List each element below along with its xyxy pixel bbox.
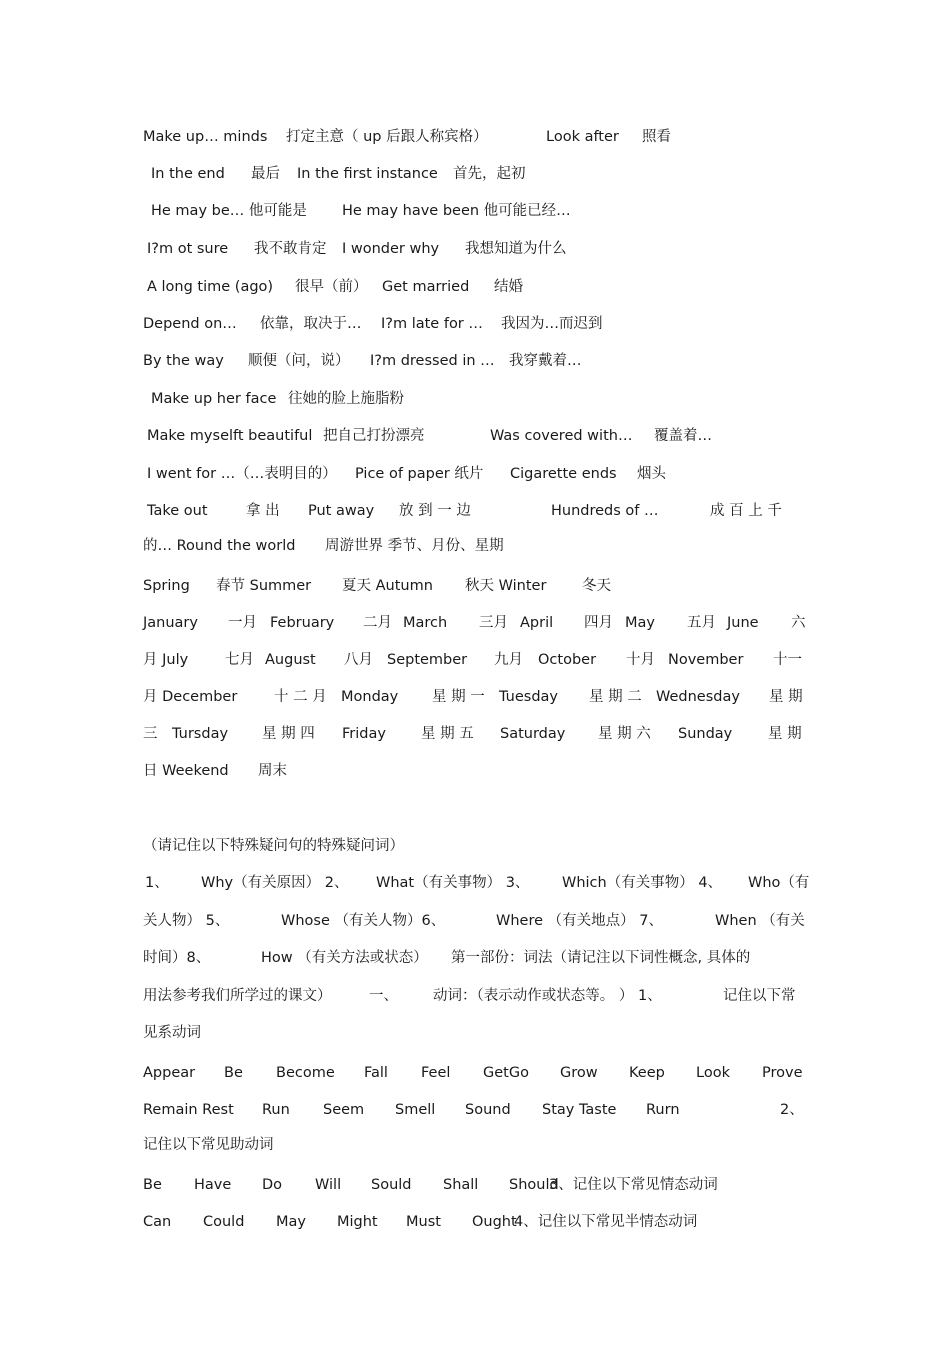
text-segment: Can <box>143 1214 172 1230</box>
text-segment: Sound <box>465 1102 511 1118</box>
text-segment: 2、 <box>780 1102 804 1118</box>
text-segment: Prove <box>762 1065 803 1081</box>
text-segment: 三 <box>143 726 158 742</box>
text-segment: 月 July <box>143 652 189 668</box>
text-segment: Become <box>276 1065 335 1081</box>
text-segment: He may have been 他可能已经… <box>342 203 571 219</box>
text-segment: Sunday <box>678 726 733 742</box>
text-segment: 见系动词 <box>143 1025 201 1041</box>
text-segment: What（有关事物） 3、 <box>376 875 530 891</box>
text-line <box>0 275 950 299</box>
text-segment: Feel <box>421 1065 451 1081</box>
text-segment: Remain Rest <box>143 1102 234 1118</box>
text-segment: He may be… 他可能是 <box>151 203 307 219</box>
text-line <box>0 946 950 970</box>
text-segment: In the end <box>151 166 225 182</box>
text-segment: In the first instance <box>297 166 438 182</box>
text-segment: 1、 <box>145 875 169 891</box>
text-line <box>0 312 950 336</box>
text-segment: Shall <box>443 1177 479 1193</box>
text-segment: Where （有关地点） 7、 <box>496 913 663 929</box>
text-segment: Put away <box>308 503 375 519</box>
text-segment: Will <box>315 1177 342 1193</box>
text-segment: Sould <box>371 1177 412 1193</box>
text-segment: Get married <box>382 279 470 295</box>
text-line <box>0 984 950 1008</box>
text-segment: 4、记住以下常见半情态动词 <box>514 1214 698 1230</box>
text-segment: April <box>520 615 554 631</box>
text-segment: 春节 Summer <box>216 578 312 594</box>
text-segment: 最后 <box>251 166 280 182</box>
text-line <box>0 1210 950 1234</box>
text-segment: Must <box>406 1214 441 1230</box>
text-segment: Pice of paper 纸片 <box>355 466 484 482</box>
text-segment: 星 期 四 <box>262 726 315 742</box>
text-segment: 秋天 Winter <box>465 578 547 594</box>
text-line <box>0 462 950 486</box>
text-segment: 打定主意（ up 后跟人称宾格） <box>286 129 488 145</box>
text-segment: 很早（前） <box>295 279 368 295</box>
text-segment: 星 期 二 <box>589 689 642 705</box>
text-segment: I?m late for … <box>381 316 483 332</box>
text-segment: 记住以下常见助动词 <box>143 1137 274 1153</box>
text-segment: 夏天 Autumn <box>342 578 433 594</box>
text-segment: Make up her face <box>151 391 277 407</box>
text-segment: 十 二 月 <box>274 689 327 705</box>
text-segment: 冬天 <box>582 578 611 594</box>
text-segment: I wonder why <box>342 241 440 257</box>
text-segment: I?m ot sure <box>147 241 229 257</box>
text-segment: Who（有 <box>748 875 810 891</box>
text-line <box>0 1061 950 1085</box>
text-segment: 首先，起初 <box>453 166 526 182</box>
text-line <box>0 759 950 783</box>
text-segment: By the way <box>143 353 224 369</box>
text-segment: 一、 <box>369 988 398 1004</box>
text-line <box>0 611 950 635</box>
text-segment: 的… Round the world <box>143 538 296 554</box>
text-segment: 覆盖着… <box>654 428 712 444</box>
text-segment: November <box>668 652 744 668</box>
text-segment: 记住以下常 <box>723 988 796 1004</box>
text-segment: GetGo <box>483 1065 529 1081</box>
text-segment: 我穿戴着… <box>509 353 582 369</box>
text-segment: Saturday <box>500 726 566 742</box>
text-segment: Rurn <box>646 1102 680 1118</box>
text-segment: Tuesday <box>499 689 558 705</box>
text-segment: 二月 <box>363 615 392 631</box>
text-segment: 关人物） 5、 <box>143 913 230 929</box>
text-segment: 我不敢肯定 <box>254 241 327 257</box>
text-segment: 四月 <box>584 615 613 631</box>
text-segment: September <box>387 652 468 668</box>
text-segment: Smell <box>395 1102 436 1118</box>
text-segment: October <box>538 652 597 668</box>
text-line <box>0 1133 950 1157</box>
text-line <box>0 574 950 598</box>
text-segment: Appear <box>143 1065 196 1081</box>
text-segment: 我想知道为什么 <box>465 241 567 257</box>
text-segment: Was covered with… <box>490 428 633 444</box>
text-segment: A long time (ago) <box>147 279 274 295</box>
text-segment: 烟头 <box>637 466 666 482</box>
text-segment: 九月 <box>494 652 523 668</box>
text-segment: 把自己打扮漂亮 <box>323 428 425 444</box>
text-segment: Spring <box>143 578 190 594</box>
text-segment: 星 期 五 <box>421 726 474 742</box>
text-segment: 3、记住以下常见情态动词 <box>549 1177 718 1193</box>
text-segment: Why（有关原因） 2、 <box>201 875 349 891</box>
text-line <box>0 834 950 858</box>
text-segment: 我因为…而迟到 <box>501 316 603 332</box>
text-segment: Look after <box>546 129 619 145</box>
text-line <box>0 424 950 448</box>
text-segment: Could <box>203 1214 245 1230</box>
text-segment: Take out <box>147 503 208 519</box>
text-line <box>0 387 950 411</box>
text-segment: 用法参考我们所学过的课文） <box>143 988 332 1004</box>
text-segment: Fall <box>364 1065 388 1081</box>
text-segment: Whose （有关人物）6、 <box>281 913 446 929</box>
text-line <box>0 909 950 933</box>
text-segment: Be <box>143 1177 162 1193</box>
text-segment: 结婚 <box>494 279 523 295</box>
text-segment: Might <box>337 1214 378 1230</box>
text-segment: 成 百 上 千 <box>710 503 782 519</box>
text-segment: January <box>143 615 198 631</box>
text-segment: 时间）8、 <box>143 950 211 966</box>
text-segment: August <box>265 652 316 668</box>
text-segment: Monday <box>341 689 399 705</box>
text-segment: 依靠，取决于… <box>260 316 362 332</box>
text-segment: 七月 <box>225 652 254 668</box>
text-segment: Wednesday <box>656 689 740 705</box>
text-segment: 周游世界 季节、月份、星期 <box>325 538 504 554</box>
text-segment: 十一 <box>773 652 802 668</box>
text-line <box>0 349 950 373</box>
text-segment: I went for …（…表明目的） <box>147 466 337 482</box>
text-segment: Do <box>262 1177 283 1193</box>
text-segment: 月 December <box>143 689 238 705</box>
text-segment: Ought <box>472 1214 517 1230</box>
text-segment: Hundreds of … <box>551 503 659 519</box>
text-segment: 星 期 <box>769 689 803 705</box>
text-segment: When （有关 <box>715 913 805 929</box>
text-segment: 放 到 一 边 <box>399 503 471 519</box>
text-segment: Stay Taste <box>542 1102 617 1118</box>
text-line <box>0 199 950 223</box>
text-segment: 八月 <box>344 652 373 668</box>
text-line <box>0 162 950 186</box>
text-segment: Which（有关事物） 4、 <box>562 875 723 891</box>
text-segment: How （有关方法或状态） <box>261 950 428 966</box>
text-segment: 五月 <box>687 615 716 631</box>
text-segment: Make up… minds <box>143 129 268 145</box>
text-segment: （请记住以下特殊疑问句的特殊疑问词） <box>143 838 404 854</box>
text-segment: Seem <box>323 1102 365 1118</box>
text-line <box>0 1021 950 1045</box>
text-segment: 星 期 一 <box>432 689 485 705</box>
text-line <box>0 685 950 709</box>
text-segment: 拿 出 <box>246 503 280 519</box>
text-segment: 往她的脸上施脂粉 <box>288 391 404 407</box>
text-segment: Tursday <box>172 726 229 742</box>
text-segment: Make myselft beautiful <box>147 428 313 444</box>
text-segment: 日 Weekend <box>143 763 229 779</box>
text-line <box>0 871 950 895</box>
text-segment: Depend on… <box>143 316 237 332</box>
text-segment: May <box>276 1214 306 1230</box>
text-segment: 星 期 六 <box>598 726 651 742</box>
text-segment: February <box>270 615 335 631</box>
text-segment: Be <box>224 1065 243 1081</box>
text-segment: 顺便（问，说） <box>248 353 350 369</box>
text-segment: 三月 <box>479 615 508 631</box>
text-line <box>0 722 950 746</box>
text-segment: Have <box>194 1177 232 1193</box>
text-segment: Grow <box>560 1065 598 1081</box>
text-segment: 十月 <box>626 652 655 668</box>
text-segment: March <box>403 615 448 631</box>
text-segment: Keep <box>629 1065 665 1081</box>
text-segment: I?m dressed in … <box>370 353 495 369</box>
text-segment: Cigarette ends <box>510 466 617 482</box>
text-segment: 六 <box>791 615 806 631</box>
text-segment: 第一部份：词法（请记注以下词性概念, 具体的 <box>451 950 751 966</box>
text-segment: June <box>727 615 759 631</box>
text-line <box>0 1098 950 1122</box>
text-segment: Friday <box>342 726 386 742</box>
text-segment: Look <box>696 1065 730 1081</box>
text-line <box>0 1173 950 1197</box>
text-line <box>0 534 950 558</box>
text-segment: Should <box>509 1177 559 1193</box>
text-segment: 照看 <box>642 129 671 145</box>
text-line <box>0 648 950 672</box>
text-segment: 一月 <box>228 615 257 631</box>
text-segment: Run <box>262 1102 290 1118</box>
text-segment: 周末 <box>258 763 287 779</box>
text-line <box>0 125 950 149</box>
text-line <box>0 499 950 523</box>
text-segment: 星 期 <box>768 726 802 742</box>
text-line <box>0 237 950 261</box>
text-segment: 动词：（表示动作或状态等。 ） 1、 <box>433 988 662 1004</box>
text-segment: May <box>625 615 655 631</box>
